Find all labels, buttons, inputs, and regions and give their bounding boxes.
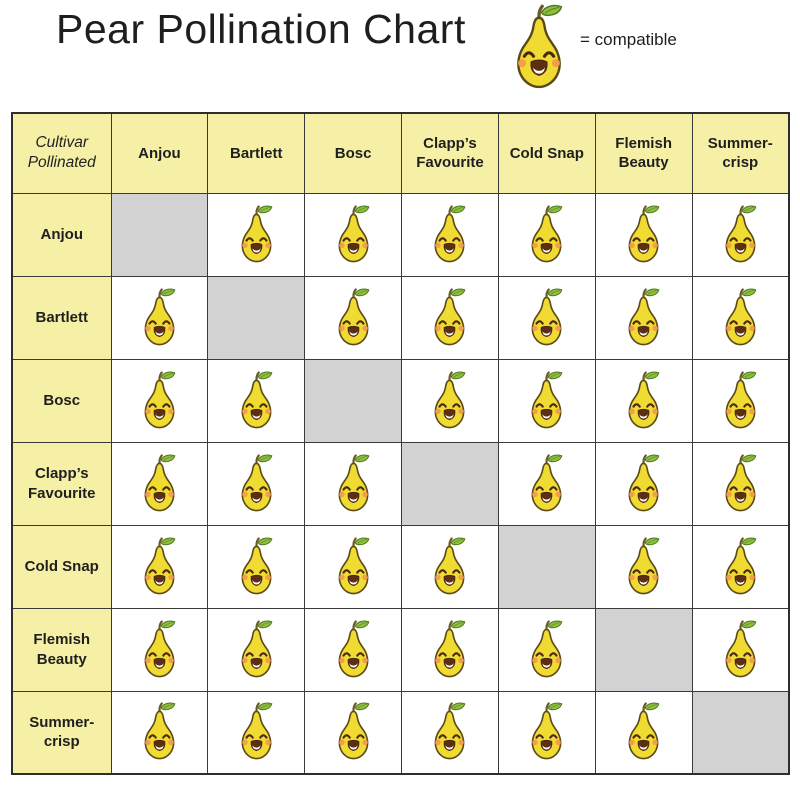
matrix-head (12, 113, 789, 193)
pear-left-cheek (532, 740, 538, 746)
pear-right-cheek (362, 657, 368, 663)
pear-leaf (452, 206, 465, 213)
matrix-body (12, 193, 789, 774)
pear-compatible-icon (137, 537, 182, 597)
pear-leaf (161, 538, 174, 545)
pear-compatible-icon (427, 371, 472, 431)
pear-leaf (161, 372, 174, 379)
cell-bartlett-flemish-beauty (595, 276, 692, 359)
cell-bartlett-anjou (111, 276, 208, 359)
pear-left-cheek (339, 657, 345, 663)
pear-leaf (258, 455, 271, 462)
cell-clapp-s-favourite-summer-crisp (692, 442, 789, 525)
pear-left-cheek (339, 325, 345, 331)
pear-left-cheek (726, 491, 732, 497)
cell-clapp-s-favourite-cold-snap (498, 442, 595, 525)
pear-right-cheek (459, 408, 465, 414)
cell-flemish-beauty-bartlett (208, 608, 305, 691)
cell-summer-crisp-cold-snap (498, 691, 595, 774)
pear-compatible-icon (718, 454, 763, 514)
pear-right-cheek (362, 740, 368, 746)
pear-right-cheek (459, 325, 465, 331)
pear-leaf (355, 289, 368, 296)
col-header-summer-crisp: Summer-crisp (692, 113, 789, 193)
pear-body (630, 463, 658, 510)
cell-flemish-beauty-anjou (111, 608, 208, 691)
cell-clapp-s-favourite-anjou (111, 442, 208, 525)
pear-compatible-icon (234, 702, 279, 762)
pear-left-cheek (532, 657, 538, 663)
pear-body (242, 214, 270, 261)
pear-compatible-icon (524, 205, 569, 265)
legend-label: = compatible (580, 30, 677, 49)
pear-compatible-icon (427, 702, 472, 762)
pear-right-cheek (168, 325, 174, 331)
cell-clapp-s-favourite-clapp-s-favourite-self (402, 442, 499, 525)
row-clapp-s-favourite (12, 442, 789, 525)
pear-left-cheek (532, 325, 538, 331)
pear-compatible-icon (718, 205, 763, 265)
pear-leaf (161, 455, 174, 462)
cell-flemish-beauty-cold-snap (498, 608, 595, 691)
pear-right-cheek (652, 574, 658, 580)
cell-anjou-cold-snap (498, 193, 595, 276)
cell-anjou-anjou-self (111, 193, 208, 276)
pear-compatible-icon (427, 288, 472, 348)
pear-leaf (452, 621, 465, 628)
pear-leaf (161, 703, 174, 710)
row-header-flemish-beauty: Flemish Beauty (12, 608, 111, 691)
pear-body (242, 546, 270, 593)
cell-cold-snap-summer-crisp (692, 525, 789, 608)
pear-body (533, 712, 561, 759)
pear-body (726, 629, 754, 676)
pear-left-cheek (629, 325, 635, 331)
pear-leaf (549, 703, 562, 710)
pear-right-cheek (265, 657, 271, 663)
pollination-matrix (11, 112, 790, 775)
cell-flemish-beauty-flemish-beauty-self (595, 608, 692, 691)
pear-right-cheek (652, 325, 658, 331)
pear-left-cheek (726, 408, 732, 414)
pear-body (726, 380, 754, 427)
row-header-anjou: Anjou (12, 193, 111, 276)
pear-compatible-icon (331, 205, 376, 265)
pear-right-cheek (749, 574, 755, 580)
pear-right-cheek (265, 491, 271, 497)
cell-cold-snap-bosc (305, 525, 402, 608)
pear-right-cheek (459, 657, 465, 663)
pear-right-cheek (749, 242, 755, 248)
pear-body (339, 463, 367, 510)
cell-flemish-beauty-clapp-s-favourite (402, 608, 499, 691)
pear-leaf (646, 289, 659, 296)
pear-right-cheek (265, 740, 271, 746)
pear-right-cheek (168, 491, 174, 497)
pear-body (518, 18, 559, 87)
pear-leaf (742, 372, 755, 379)
cell-bartlett-cold-snap (498, 276, 595, 359)
corner-label: Cultivar Pollinated (12, 113, 111, 193)
pear-left-cheek (339, 491, 345, 497)
pear-left-cheek (242, 657, 248, 663)
pear-leaf (549, 621, 562, 628)
pear-body (145, 463, 173, 510)
pear-leaf (646, 206, 659, 213)
pear-left-cheek (518, 59, 526, 67)
pear-body (145, 297, 173, 344)
pear-right-cheek (749, 657, 755, 663)
pear-right-cheek (362, 574, 368, 580)
pear-leaf (355, 621, 368, 628)
row-header-clapp-s-favourite: Clapp’s Favourite (12, 442, 111, 525)
pear-left-cheek (726, 242, 732, 248)
page-title: Pear Pollination Chart (56, 6, 466, 52)
pear-compatible-icon (137, 371, 182, 431)
pear-compatible-icon (524, 288, 569, 348)
pear-leaf (161, 289, 174, 296)
row-flemish-beauty (12, 608, 789, 691)
pear-body (242, 463, 270, 510)
pear-compatible-icon (137, 702, 182, 762)
pear-body (436, 214, 464, 261)
pear-body (145, 380, 173, 427)
cell-summer-crisp-flemish-beauty (595, 691, 692, 774)
col-header-flemish-beauty: Flemish Beauty (595, 113, 692, 193)
pear-left-cheek (242, 491, 248, 497)
pear-body (630, 546, 658, 593)
cell-summer-crisp-summer-crisp-self (692, 691, 789, 774)
pear-body (630, 297, 658, 344)
pear-compatible-icon (524, 702, 569, 762)
pear-leaf (742, 538, 755, 545)
pear-right-cheek (265, 574, 271, 580)
cell-anjou-flemish-beauty (595, 193, 692, 276)
pear-compatible-icon (331, 454, 376, 514)
pear-compatible-icon (504, 4, 574, 92)
pear-body (533, 297, 561, 344)
header-row (12, 113, 789, 193)
pear-body (436, 629, 464, 676)
pear-compatible-icon (331, 288, 376, 348)
pear-right-cheek (265, 242, 271, 248)
pear-left-cheek (629, 408, 635, 414)
pear-leaf (452, 372, 465, 379)
pear-right-cheek (168, 740, 174, 746)
pear-left-cheek (436, 574, 442, 580)
pear-body (436, 380, 464, 427)
pear-body (339, 297, 367, 344)
pear-compatible-icon (331, 620, 376, 680)
cell-flemish-beauty-summer-crisp (692, 608, 789, 691)
pear-body (436, 546, 464, 593)
cell-summer-crisp-bartlett (208, 691, 305, 774)
pear-compatible-icon (234, 620, 279, 680)
pear-body (630, 380, 658, 427)
pear-right-cheek (552, 59, 560, 67)
pear-compatible-icon (137, 454, 182, 514)
pear-left-cheek (436, 657, 442, 663)
pear-compatible-icon (331, 702, 376, 762)
pear-compatible-icon (524, 454, 569, 514)
cell-summer-crisp-clapp-s-favourite (402, 691, 499, 774)
col-header-anjou: Anjou (111, 113, 208, 193)
pear-left-cheek (726, 325, 732, 331)
cell-cold-snap-cold-snap-self (498, 525, 595, 608)
pear-right-cheek (265, 408, 271, 414)
pear-right-cheek (749, 491, 755, 497)
pear-right-cheek (749, 408, 755, 414)
pear-left-cheek (339, 574, 345, 580)
cell-bosc-bosc-self (305, 359, 402, 442)
pear-left-cheek (629, 740, 635, 746)
pear-left-cheek (436, 740, 442, 746)
pear-body (145, 712, 173, 759)
cell-bosc-cold-snap (498, 359, 595, 442)
pear-leaf (742, 206, 755, 213)
pear-right-cheek (168, 408, 174, 414)
pear-body (533, 463, 561, 510)
pear-left-cheek (629, 491, 635, 497)
pear-leaf (646, 538, 659, 545)
pear-left-cheek (145, 325, 151, 331)
pear-right-cheek (362, 491, 368, 497)
pear-left-cheek (436, 408, 442, 414)
col-header-clapp-s-favourite: Clapp’s Favourite (402, 113, 499, 193)
pear-left-cheek (532, 242, 538, 248)
pear-leaf (742, 621, 755, 628)
pear-compatible-icon (621, 288, 666, 348)
pear-compatible-icon (331, 537, 376, 597)
pear-right-cheek (652, 242, 658, 248)
pear-right-cheek (556, 408, 562, 414)
pollination-table (11, 112, 790, 775)
pear-left-cheek (242, 408, 248, 414)
pear-body (436, 297, 464, 344)
cell-bartlett-summer-crisp (692, 276, 789, 359)
pear-leaf (549, 372, 562, 379)
cell-cold-snap-flemish-beauty (595, 525, 692, 608)
col-header-bosc: Bosc (305, 113, 402, 193)
pear-body (242, 629, 270, 676)
pear-compatible-icon (234, 371, 279, 431)
pear-body (339, 546, 367, 593)
pear-right-cheek (168, 657, 174, 663)
cell-cold-snap-bartlett (208, 525, 305, 608)
pear-right-cheek (362, 242, 368, 248)
pear-leaf (646, 703, 659, 710)
cell-bartlett-bosc (305, 276, 402, 359)
pear-left-cheek (242, 574, 248, 580)
pear-body (242, 712, 270, 759)
col-header-cold-snap: Cold Snap (498, 113, 595, 193)
pear-right-cheek (459, 242, 465, 248)
row-cold-snap (12, 525, 789, 608)
pear-right-cheek (749, 325, 755, 331)
pear-body (339, 629, 367, 676)
pear-leaf (355, 538, 368, 545)
cell-bosc-clapp-s-favourite (402, 359, 499, 442)
cell-bosc-bartlett (208, 359, 305, 442)
pear-right-cheek (459, 574, 465, 580)
cell-clapp-s-favourite-flemish-beauty (595, 442, 692, 525)
pear-leaf (161, 621, 174, 628)
pear-body (726, 214, 754, 261)
pear-leaf (452, 289, 465, 296)
pear-body (145, 629, 173, 676)
pear-right-cheek (556, 740, 562, 746)
row-header-cold-snap: Cold Snap (12, 525, 111, 608)
pear-body (339, 712, 367, 759)
pear-leaf (549, 289, 562, 296)
pear-compatible-icon (621, 537, 666, 597)
pear-compatible-icon (234, 454, 279, 514)
pear-compatible-icon (718, 371, 763, 431)
row-header-bosc: Bosc (12, 359, 111, 442)
pear-right-cheek (556, 657, 562, 663)
row-header-bartlett: Bartlett (12, 276, 111, 359)
pear-body (533, 629, 561, 676)
pear-leaf (549, 206, 562, 213)
pear-right-cheek (556, 491, 562, 497)
pear-compatible-icon (137, 288, 182, 348)
cell-cold-snap-clapp-s-favourite (402, 525, 499, 608)
pear-body (630, 214, 658, 261)
pear-body (145, 546, 173, 593)
pear-leaf (646, 455, 659, 462)
pear-leaf (452, 538, 465, 545)
pear-left-cheek (532, 491, 538, 497)
pear-left-cheek (145, 408, 151, 414)
pear-compatible-icon (524, 371, 569, 431)
pear-left-cheek (145, 491, 151, 497)
col-header-bartlett: Bartlett (208, 113, 305, 193)
cell-flemish-beauty-bosc (305, 608, 402, 691)
pear-body (436, 712, 464, 759)
pear-right-cheek (459, 740, 465, 746)
pear-compatible-icon (427, 537, 472, 597)
pear-leaf (258, 621, 271, 628)
pear-compatible-icon (427, 620, 472, 680)
pear-compatible-icon (621, 702, 666, 762)
cell-summer-crisp-anjou (111, 691, 208, 774)
pear-body (339, 214, 367, 261)
cell-anjou-bosc (305, 193, 402, 276)
row-summer-crisp (12, 691, 789, 774)
pear-leaf (355, 455, 368, 462)
pear-compatible-icon (718, 288, 763, 348)
cell-bosc-summer-crisp (692, 359, 789, 442)
pear-left-cheek (145, 574, 151, 580)
pear-body (533, 380, 561, 427)
pear-left-cheek (339, 740, 345, 746)
pear-right-cheek (652, 408, 658, 414)
pear-right-cheek (556, 325, 562, 331)
pear-left-cheek (145, 740, 151, 746)
pear-compatible-icon (621, 371, 666, 431)
legend-pear-slot (504, 4, 574, 92)
row-bosc (12, 359, 789, 442)
cell-bartlett-bartlett-self (208, 276, 305, 359)
pear-leaf (742, 455, 755, 462)
pear-body (630, 712, 658, 759)
pear-leaf (742, 289, 755, 296)
pear-leaf (258, 538, 271, 545)
cell-bartlett-clapp-s-favourite (402, 276, 499, 359)
pear-left-cheek (436, 325, 442, 331)
cell-clapp-s-favourite-bartlett (208, 442, 305, 525)
cell-bosc-flemish-beauty (595, 359, 692, 442)
pear-leaf (258, 703, 271, 710)
pear-left-cheek (242, 242, 248, 248)
pear-compatible-icon (234, 205, 279, 265)
cell-bosc-anjou (111, 359, 208, 442)
pear-left-cheek (339, 242, 345, 248)
pear-leaf (549, 455, 562, 462)
pear-left-cheek (629, 242, 635, 248)
pear-right-cheek (556, 242, 562, 248)
pear-leaf (258, 372, 271, 379)
pear-leaf (646, 372, 659, 379)
pear-compatible-icon (718, 537, 763, 597)
pear-leaf (258, 206, 271, 213)
row-header-summer-crisp: Summer-crisp (12, 691, 111, 774)
pear-left-cheek (629, 574, 635, 580)
row-anjou (12, 193, 789, 276)
pear-left-cheek (145, 657, 151, 663)
pear-body (533, 214, 561, 261)
pear-compatible-icon (524, 620, 569, 680)
pear-leaf (452, 703, 465, 710)
pear-left-cheek (532, 408, 538, 414)
row-bartlett (12, 276, 789, 359)
cell-anjou-summer-crisp (692, 193, 789, 276)
pear-body (242, 380, 270, 427)
pear-left-cheek (726, 657, 732, 663)
cell-clapp-s-favourite-bosc (305, 442, 402, 525)
pear-compatible-icon (137, 620, 182, 680)
pear-compatible-icon (621, 454, 666, 514)
pear-leaf (355, 206, 368, 213)
pear-compatible-icon (234, 537, 279, 597)
pear-right-cheek (168, 574, 174, 580)
cell-cold-snap-anjou (111, 525, 208, 608)
cell-anjou-clapp-s-favourite (402, 193, 499, 276)
pear-body (726, 546, 754, 593)
pear-right-cheek (652, 740, 658, 746)
pear-leaf (542, 6, 562, 16)
pear-left-cheek (726, 574, 732, 580)
legend (504, 4, 677, 92)
cell-summer-crisp-bosc (305, 691, 402, 774)
pear-compatible-icon (621, 205, 666, 265)
pear-body (726, 463, 754, 510)
pear-compatible-icon (718, 620, 763, 680)
pear-compatible-icon (427, 205, 472, 265)
pear-right-cheek (652, 491, 658, 497)
pear-left-cheek (242, 740, 248, 746)
pear-left-cheek (436, 242, 442, 248)
pear-leaf (355, 703, 368, 710)
cell-anjou-bartlett (208, 193, 305, 276)
pear-right-cheek (362, 325, 368, 331)
pear-body (726, 297, 754, 344)
